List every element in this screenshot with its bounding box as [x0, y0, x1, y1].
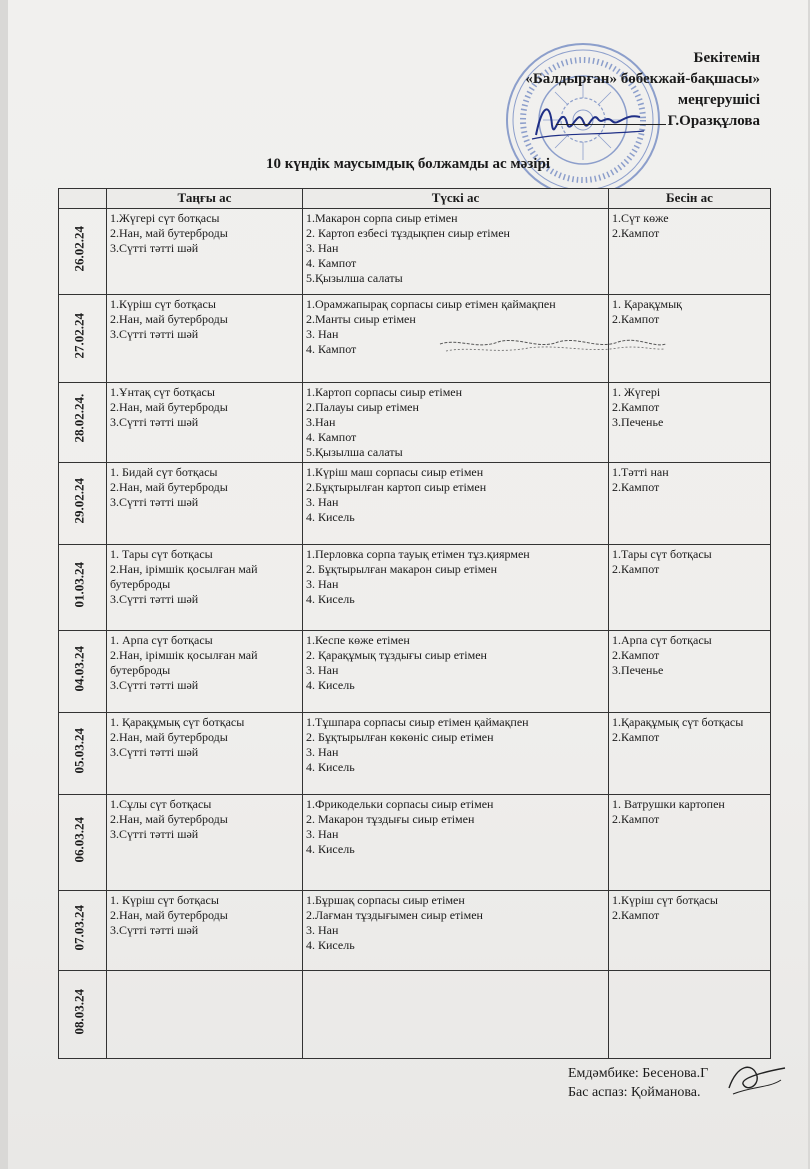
- menu-item: 3. Нан: [306, 241, 339, 255]
- snack-cell: [609, 463, 771, 545]
- date-cell: [59, 713, 107, 795]
- menu-item: 2. Макарон тұздығы сиыр етімен: [306, 812, 475, 826]
- menu-row: [59, 463, 771, 545]
- footer-cook: Бас аспаз: Қойманова.: [568, 1085, 701, 1100]
- snack-list: [612, 893, 767, 923]
- approval-name: Г.Оразқұлова: [667, 113, 760, 129]
- breakfast-cell: [107, 209, 303, 295]
- breakfast-list: [110, 297, 299, 342]
- menu-item: 2.Кампот: [612, 312, 660, 326]
- document-page: [8, 0, 808, 1169]
- menu-row: [59, 713, 771, 795]
- breakfast-cell: [107, 295, 303, 383]
- menu-item: 1. Бидай сүт ботқасы: [110, 465, 218, 479]
- lunch-cell: [303, 545, 609, 631]
- menu-item: 1. Тары сүт ботқасы: [110, 547, 213, 561]
- menu-item: 1.Қарақұмық сүт ботқасы: [612, 715, 744, 729]
- approval-block: [525, 48, 760, 132]
- date-cell: [59, 795, 107, 891]
- header-breakfast: Таңғы ас: [107, 189, 303, 209]
- snack-list: [612, 297, 767, 327]
- menu-item: 2.Нан, май бутерброды: [110, 226, 228, 240]
- snack-list: [612, 211, 767, 241]
- signature-blank: [556, 124, 666, 125]
- menu-item: 2. Бұқтырылған макарон сиыр етімен: [306, 562, 498, 576]
- menu-item: 3.Печенье: [612, 415, 664, 429]
- date-label: 08.03.24: [71, 989, 87, 1035]
- snack-cell: [609, 891, 771, 971]
- header-date: [59, 189, 107, 209]
- menu-item: 4. Кампот: [306, 430, 357, 444]
- menu-row: [59, 795, 771, 891]
- menu-item: 1. Жүгері: [612, 385, 661, 399]
- date-cell: [59, 971, 107, 1059]
- snack-cell: [609, 209, 771, 295]
- breakfast-cell: [107, 891, 303, 971]
- menu-item: 1. Қарақұмық: [612, 297, 682, 311]
- menu-item: 4. Кисель: [306, 678, 355, 692]
- date-label: 07.03.24: [71, 905, 87, 951]
- menu-item: 2.Манты сиыр етімен: [306, 312, 416, 326]
- menu-item: 2.Кампот: [612, 730, 660, 744]
- menu-item: 1. Арпа сүт ботқасы: [110, 633, 213, 647]
- menu-item: 2. Қарақұмық тұздығы сиыр етімен: [306, 648, 487, 662]
- menu-item: 3. Нан: [306, 923, 339, 937]
- date-label: 28.02.24.: [71, 393, 87, 443]
- menu-item: 1. Қарақұмық сүт ботқасы: [110, 715, 245, 729]
- breakfast-cell: [107, 383, 303, 463]
- menu-item: 2.Лағман тұздығымен сиыр етімен: [306, 908, 483, 922]
- approval-signature-line: [525, 111, 760, 132]
- date-label: 05.03.24: [71, 728, 87, 774]
- lunch-cell: [303, 971, 609, 1059]
- lunch-cell: [303, 713, 609, 795]
- menu-item: 4. Кисель: [306, 592, 355, 606]
- menu-item: 4. Кисель: [306, 760, 355, 774]
- menu-item: 1. Күріш сүт ботқасы: [110, 893, 219, 907]
- menu-item: 1.Күріш сүт ботқасы: [612, 893, 718, 907]
- menu-item: 2.Кампот: [612, 648, 660, 662]
- menu-item: 2.Палауы сиыр етімен: [306, 400, 419, 414]
- lunch-list: [306, 547, 605, 607]
- breakfast-cell: [107, 971, 303, 1059]
- lunch-cell: [303, 795, 609, 891]
- date-label: 29.02.24: [71, 478, 87, 524]
- menu-item: 1.Орамжапырақ сорпасы сиыр етімен қаймақпен: [306, 297, 556, 311]
- lunch-cell: [303, 209, 609, 295]
- snack-list: [612, 465, 767, 495]
- date-cell: [59, 545, 107, 631]
- menu-item: 2.Кампот: [612, 908, 660, 922]
- snack-cell: [609, 545, 771, 631]
- menu-item: 1.Күріш маш сорпасы сиыр етімен: [306, 465, 484, 479]
- lunch-list: [306, 385, 605, 460]
- menu-row: [59, 971, 771, 1059]
- menu-item: 4. Кампот: [306, 256, 357, 270]
- snack-cell: [609, 795, 771, 891]
- snack-cell: [609, 383, 771, 463]
- menu-item: 1.Жүгері сүт ботқасы: [110, 211, 220, 225]
- lunch-list: [306, 893, 605, 953]
- menu-item: 3. Нан: [306, 495, 339, 509]
- header-lunch: Түскі ас: [303, 189, 609, 209]
- breakfast-cell: [107, 631, 303, 713]
- snack-cell: [609, 631, 771, 713]
- menu-item: 3. Нан: [306, 827, 339, 841]
- menu-item: 3.Сүтті тәтті шәй: [110, 241, 199, 255]
- document-title: 10 күндік маусымдық болжамды ас мәзірі: [265, 156, 550, 172]
- menu-item: 3. Нан: [306, 577, 339, 591]
- menu-item: 1.Сүт көже: [612, 211, 669, 225]
- menu-item: 2.Нан, май бутерброды: [110, 480, 228, 494]
- menu-row: [59, 383, 771, 463]
- breakfast-list: [110, 715, 299, 760]
- breakfast-cell: [107, 463, 303, 545]
- menu-item: 1.Кеспе көже етімен: [306, 633, 410, 647]
- snack-list: [612, 547, 767, 577]
- lunch-list: [306, 633, 605, 693]
- breakfast-list: [110, 547, 299, 607]
- menu-item: 4. Кисель: [306, 842, 355, 856]
- approval-institution: «Балдырған» бөбекжай-бақшасы»: [525, 71, 760, 87]
- menu-item: 1.Күріш сүт ботқасы: [110, 297, 216, 311]
- menu-item: 3.Сүтті тәтті шәй: [110, 415, 199, 429]
- menu-item: 2.Нан, май бутерброды: [110, 730, 228, 744]
- breakfast-list: [110, 465, 299, 510]
- footer-signatures: [568, 1064, 708, 1102]
- breakfast-list: [110, 385, 299, 430]
- menu-item: 3.Сүтті тәтті шәй: [110, 327, 199, 341]
- header-snack: Бесін ас: [609, 189, 771, 209]
- date-label: 27.02.24: [71, 313, 87, 359]
- menu-item: 4. Кисель: [306, 510, 355, 524]
- menu-item: 2.Нан, ірімшік қосылған май бутерброды: [110, 648, 258, 677]
- date-cell: [59, 295, 107, 383]
- nurse-signature: [723, 1058, 793, 1098]
- breakfast-list: [110, 211, 299, 256]
- menu-row: [59, 631, 771, 713]
- menu-item: 2.Нан, май бутерброды: [110, 312, 228, 326]
- menu-row: [59, 545, 771, 631]
- snack-cell: [609, 713, 771, 795]
- menu-item: 2.Кампот: [612, 562, 660, 576]
- menu-item: 1.Макарон сорпа сиыр етімен: [306, 211, 458, 225]
- date-cell: [59, 891, 107, 971]
- menu-item: 3.Сүтті тәтті шәй: [110, 827, 199, 841]
- menu-item: 2.Кампот: [612, 480, 660, 494]
- menu-item: 3.Сүтті тәтті шәй: [110, 592, 199, 606]
- menu-item: 2.Кампот: [612, 226, 660, 240]
- approval-position: меңгерушісі: [677, 92, 760, 108]
- menu-item: 3.Нан: [306, 415, 336, 429]
- menu-item: 3. Нан: [306, 663, 339, 677]
- menu-item: 1.Ұнтақ сүт ботқасы: [110, 385, 215, 399]
- menu-item: 2.Нан, май бутерброды: [110, 400, 228, 414]
- approval-heading: Бекітемін: [693, 50, 760, 66]
- date-label: 04.03.24: [71, 646, 87, 692]
- lunch-list: [306, 211, 605, 286]
- date-cell: [59, 463, 107, 545]
- footer-nurse: Емдәмбике: Бесенова.Г: [568, 1066, 709, 1081]
- menu-item: 1.Бұршақ сорпасы сиыр етімен: [306, 893, 465, 907]
- lunch-cell: [303, 383, 609, 463]
- menu-item: 3. Нан: [306, 327, 339, 341]
- date-label: 06.03.24: [71, 817, 87, 863]
- date-cell: [59, 631, 107, 713]
- breakfast-cell: [107, 795, 303, 891]
- menu-item: 1.Тәтті нан: [612, 465, 669, 479]
- menu-item: 5.Қызылша салаты: [306, 271, 403, 285]
- table-header-row: [59, 189, 771, 209]
- lunch-cell: [303, 891, 609, 971]
- menu-row: [59, 891, 771, 971]
- menu-item: 3. Нан: [306, 745, 339, 759]
- menu-item: 1.Сұлы сүт ботқасы: [110, 797, 212, 811]
- lunch-cell: [303, 463, 609, 545]
- snack-cell: [609, 971, 771, 1059]
- menu-item: 1.Фрикодельки сорпасы сиыр етімен: [306, 797, 494, 811]
- breakfast-cell: [107, 545, 303, 631]
- date-label: 01.03.24: [71, 562, 87, 608]
- menu-item: 2.Нан, май бутерброды: [110, 812, 228, 826]
- lunch-cell: [303, 631, 609, 713]
- menu-item: 4. Кисель: [306, 938, 355, 952]
- snack-list: [612, 385, 767, 430]
- snack-list: [612, 797, 767, 827]
- handwritten-scribble: [438, 336, 668, 356]
- menu-item: 2.Кампот: [612, 400, 660, 414]
- breakfast-list: [110, 893, 299, 938]
- menu-item: 1.Тұшпара сорпасы сиыр етімен қаймақпен: [306, 715, 529, 729]
- date-label: 26.02.24: [71, 226, 87, 272]
- menu-item: 3.Сүтті тәтті шәй: [110, 495, 199, 509]
- menu-item: 3.Печенье: [612, 663, 664, 677]
- lunch-list: [306, 715, 605, 775]
- breakfast-cell: [107, 713, 303, 795]
- menu-item: 3.Сүтті тәтті шәй: [110, 923, 199, 937]
- menu-item: 1.Тары сүт ботқасы: [612, 547, 712, 561]
- menu-item: 2.Нан, май бутерброды: [110, 908, 228, 922]
- menu-item: 3.Сүтті тәтті шәй: [110, 745, 199, 759]
- menu-item: 2.Бұқтырылған картоп сиыр етімен: [306, 480, 487, 494]
- menu-item: 2. Бұқтырылған көкөніс сиыр етімен: [306, 730, 494, 744]
- menu-table: [58, 188, 771, 1059]
- menu-row: [59, 209, 771, 295]
- breakfast-list: [110, 797, 299, 842]
- date-cell: [59, 209, 107, 295]
- menu-item: 1. Ватрушки картопен: [612, 797, 725, 811]
- lunch-list: [306, 465, 605, 525]
- menu-item: 1.Картоп сорпасы сиыр етімен: [306, 385, 463, 399]
- date-cell: [59, 383, 107, 463]
- menu-item: 4. Кампот: [306, 342, 357, 356]
- lunch-list: [306, 797, 605, 857]
- menu-item: 2.Нан, ірімшік қосылған май бутерброды: [110, 562, 258, 591]
- menu-item: 1.Арпа сүт ботқасы: [612, 633, 712, 647]
- snack-list: [612, 715, 767, 745]
- menu-item: 5.Қызылша салаты: [306, 445, 403, 459]
- menu-item: 1.Перловка сорпа тауық етімен тұз.қиярмен: [306, 547, 530, 561]
- menu-item: 3.Сүтті тәтті шәй: [110, 678, 199, 692]
- snack-list: [612, 633, 767, 678]
- breakfast-list: [110, 633, 299, 693]
- menu-item: 2. Картоп езбесі тұздықпен сиыр етімен: [306, 226, 510, 240]
- menu-item: 2.Кампот: [612, 812, 660, 826]
